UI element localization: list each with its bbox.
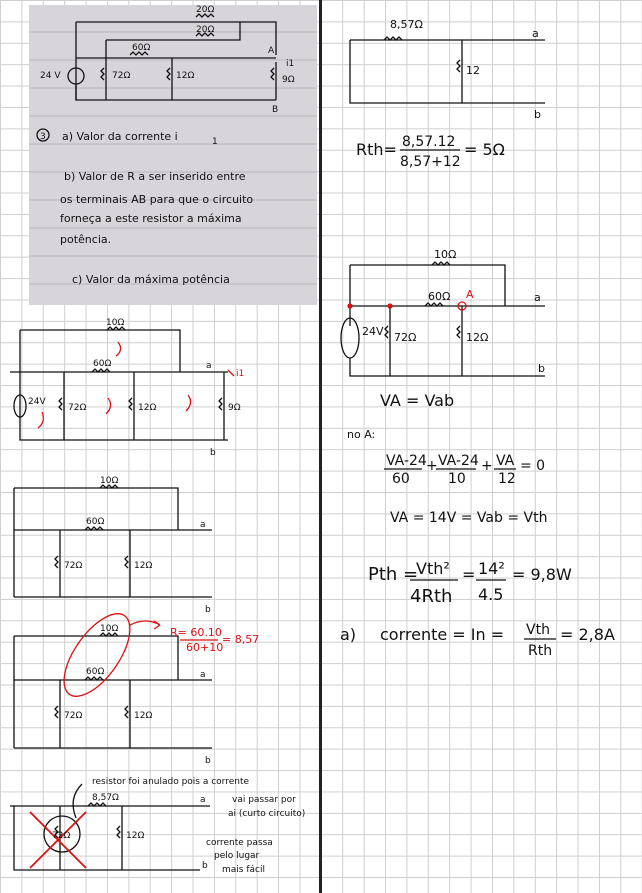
c3-r72-label: 72Ω <box>64 711 83 721</box>
c5-node-b: b <box>538 362 545 375</box>
c4-note-line3: ai (curto circuito) <box>228 809 306 819</box>
answer-a-num: Vth <box>526 622 550 638</box>
photo-current-label: i1 <box>286 59 295 69</box>
question-number: 3 <box>40 132 46 142</box>
kcl-term3-num: VA <box>496 453 515 469</box>
c5-r12-label: 12Ω <box>466 331 489 344</box>
c3-result: = 8,57 <box>222 633 260 646</box>
question-b-line1: b) Valor de R a ser inserido entre <box>64 170 246 183</box>
c4-node-a: a <box>200 795 206 805</box>
rth-equation <box>356 134 505 170</box>
th1-r-label: 8,57Ω <box>390 18 423 31</box>
left-circuit-2 <box>14 476 212 615</box>
c4-top-label: 8,57Ω <box>92 793 119 803</box>
kcl-term1-den: 60 <box>392 471 410 487</box>
c3-top-label: 10Ω <box>100 624 119 634</box>
resistor-72-photo <box>101 68 104 80</box>
c2-top-label: 10Ω <box>100 476 119 486</box>
pth-numerator: Vth² <box>416 559 450 578</box>
va-value: VA = 14V = Vab = Vth <box>390 510 548 526</box>
c3-node-a: a <box>200 670 206 680</box>
c4-r72-label: 72Ω <box>52 831 71 841</box>
answer-a-den: Rth <box>528 643 553 659</box>
right-thevenin-circuit <box>350 18 545 121</box>
pth-denominator-2: 4.5 <box>478 585 504 604</box>
kcl-term1-num: VA-24 <box>386 453 427 469</box>
answer-a-label: a) <box>340 625 357 644</box>
node-equations <box>340 391 615 659</box>
c1-current-label: i1 <box>236 369 245 379</box>
rth-lhs: Rth= <box>356 140 397 159</box>
c1-source-label: 24V <box>28 397 46 407</box>
c4-node-b: b <box>202 861 208 871</box>
pth-equals: = <box>462 565 476 584</box>
resistor-9-photo <box>271 68 274 80</box>
photo-source-label: 24 V <box>40 71 61 81</box>
c3-r12-label: 12Ω <box>134 711 153 721</box>
c4-note-line4: corrente passa <box>206 838 273 848</box>
th1-node-a: a <box>532 27 539 40</box>
c5-top-label: 10Ω <box>434 248 457 261</box>
pth-result: = 9,8W <box>512 565 572 584</box>
pth-denominator: 4Rth <box>410 586 453 607</box>
question-c-text: c) Valor da máxima potência <box>72 273 230 286</box>
c3-red-ellipse <box>51 603 142 707</box>
c5-source-label: 24V <box>362 325 384 338</box>
question-a-text: a) Valor da corrente i <box>62 130 178 143</box>
pth-lhs: Pth = <box>368 564 419 585</box>
pth-numerator-2: 14² <box>478 559 505 578</box>
svg-text:+: + <box>481 458 493 474</box>
c4-r12-label: 12Ω <box>126 831 145 841</box>
c1-mid-label: 60Ω <box>93 359 112 369</box>
photo-node-b: B <box>272 105 279 115</box>
c4-note-line2: vai passar por <box>232 795 296 805</box>
c1-r12-label: 12Ω <box>138 403 157 413</box>
no-a-label: no A: <box>347 428 376 441</box>
photo-r60-label: 60Ω <box>132 43 151 53</box>
c1-node-a: a <box>206 361 212 371</box>
kcl-term2-den: 10 <box>448 471 466 487</box>
question-a-sub: 1 <box>212 137 218 147</box>
fraction-bars <box>384 469 556 639</box>
c2-r12-label: 12Ω <box>134 561 153 571</box>
c4-note-line1: resistor foi anulado pois a corrente <box>92 777 250 787</box>
c5-node-a-red: A <box>466 288 474 301</box>
answer-a-text: corrente = In = <box>380 625 505 644</box>
question-b-line4: potência. <box>60 233 112 246</box>
photo-r20b-label: 20Ω <box>196 25 215 35</box>
photo-r20a-label: 20Ω <box>196 5 215 15</box>
photo-circuit <box>40 5 295 115</box>
th1-r12-label: 12 <box>466 64 480 77</box>
photo-r72-label: 72Ω <box>112 71 131 81</box>
c2-node-b: b <box>205 605 211 615</box>
left-circuit-4 <box>10 777 305 875</box>
c4-note-line5: pelo lugar <box>214 851 260 861</box>
c3-formula-num: R= 60.10 <box>170 626 222 639</box>
rth-denominator: 8,57+12 <box>400 154 461 170</box>
c4-note-line6: mais fácil <box>222 865 265 875</box>
c1-node-b: b <box>210 448 216 458</box>
c5-mid-label: 60Ω <box>428 290 451 303</box>
rth-numerator: 8,57.12 <box>402 134 456 150</box>
question-b-line3: forneça a este resistor a máxima <box>60 212 242 225</box>
kcl-equals: = 0 <box>520 458 546 474</box>
kcl-term2-num: VA-24 <box>438 453 479 469</box>
va-equals-vab: VA = Vab <box>380 391 455 410</box>
left-circuit-3 <box>14 603 259 766</box>
photo-node-a: A <box>268 46 275 56</box>
question-b-line2: os terminais AB para que o circuito <box>60 193 254 206</box>
c5-node-a: a <box>534 291 541 304</box>
left-circuit-1 <box>10 318 244 458</box>
photo-r9-label: 9Ω <box>282 75 295 85</box>
right-circuit-5 <box>341 248 545 376</box>
c2-node-a: a <box>200 520 206 530</box>
resistor-12-photo <box>167 68 170 80</box>
svg-text:+: + <box>426 458 438 474</box>
answer-a-result: = 2,8A <box>560 625 615 644</box>
c1-r9-label: 9Ω <box>228 403 241 413</box>
c3-node-b: b <box>205 756 211 766</box>
photo-r12-label: 12Ω <box>176 71 195 81</box>
c1-top-label: 10Ω <box>106 318 125 328</box>
c2-r72-label: 72Ω <box>64 561 83 571</box>
c3-formula-den: 60+10 <box>186 641 224 654</box>
kcl-term3-den: 12 <box>498 471 516 487</box>
rth-result: = 5Ω <box>464 140 505 159</box>
c5-r72-label: 72Ω <box>394 331 417 344</box>
c1-r72-label: 72Ω <box>68 403 87 413</box>
th1-node-b: b <box>534 108 541 121</box>
c2-mid-label: 60Ω <box>86 517 105 527</box>
question-text <box>37 129 253 286</box>
c3-mid-label: 60Ω <box>86 667 105 677</box>
